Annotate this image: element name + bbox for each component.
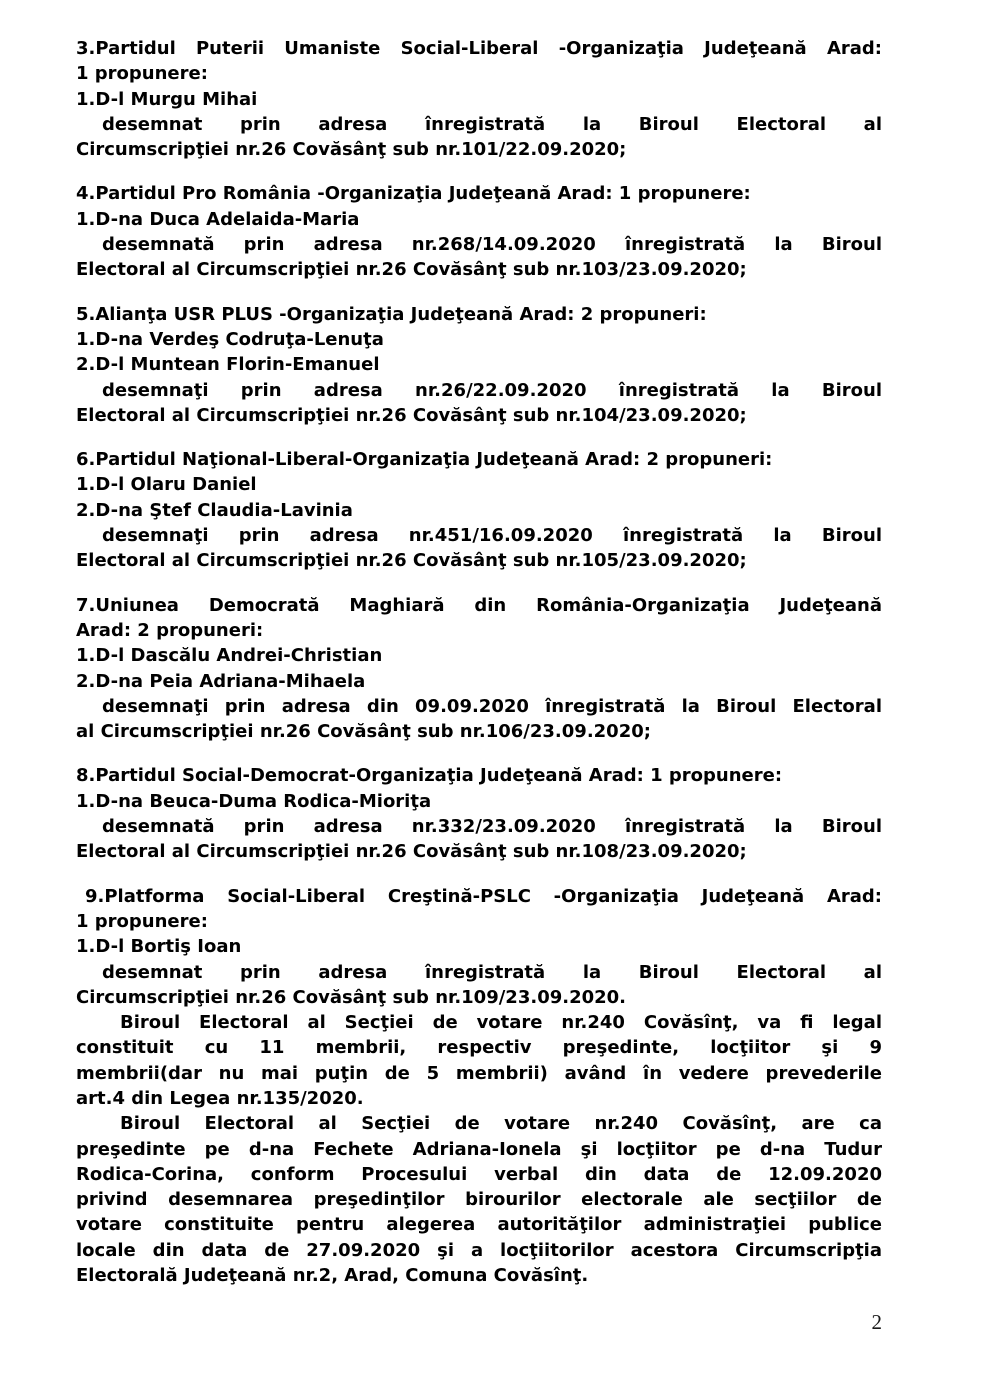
designation-line: desemnaţi prin adresa din 09.09.2020 înregistrată la Biroul Electoral (102, 695, 882, 717)
section-heading-line: 4.Partidul Pro România -Organizaţia Judeţeană Arad: 1 propunere: (76, 183, 751, 205)
paragraph-line: Electorală Judeţeană nr.2, Arad, Comuna Covăsînţ. (76, 1265, 589, 1287)
paragraph-line: locale din data de 27.09.2020 şi a locţiitorilor acestora Circumscripţia (76, 1239, 882, 1261)
member-line: 1.D-l Olaru Daniel (76, 474, 257, 496)
section-heading-line: 6.Partidul Naţional-Liberal-Organizaţia Judeţeană Arad: 2 propuneri: (76, 449, 773, 471)
designation-line: desemnată prin adresa nr.268/14.09.2020 înregistrată la Biroul (102, 234, 882, 256)
closing-paragraph-president (76, 1111, 882, 1288)
designation-line: Electoral al Circumscripţiei nr.26 Covăsânţ sub nr.103/23.09.2020; (76, 259, 747, 281)
section-party-9 (76, 884, 882, 1010)
section-party-6 (76, 447, 882, 573)
section-heading-line: 5.Alianţa USR PLUS -Organizaţia Judeţeană Arad: 2 propuneri: (76, 303, 707, 325)
member-line: 1.D-l Dascălu Andrei-Christian (76, 645, 383, 667)
member-line: 1.D-na Duca Adelaida-Maria (76, 208, 360, 230)
member-line: 2.D-l Muntean Florin-Emanuel (76, 354, 380, 376)
paragraph-line: Rodica-Corina, conform Procesului verbal din data de 12.09.2020 (76, 1163, 882, 1185)
paragraph-line: art.4 din Legea nr.135/2020. (76, 1087, 364, 1109)
member-line: 2.D-na Peia Adriana-Mihaela (76, 670, 366, 692)
section-heading-line: 8.Partidul Social-Democrat-Organizaţia Judeţeană Arad: 1 propunere: (76, 765, 783, 787)
document-body (76, 36, 882, 1288)
member-line: 1.D-na Beuca-Duma Rodica-Mioriţa (76, 790, 432, 812)
section-heading-line: 9.Platforma Social-Liberal Creştină-PSLC -Organizaţia Judeţeană Arad: (85, 885, 882, 907)
designation-line: desemnat prin adresa înregistrată la Biroul Electoral al (102, 113, 882, 135)
designation-line: desemnaţi prin adresa nr.26/22.09.2020 înregistrată la Biroul (102, 379, 882, 401)
section-heading-line: 1 propunere: (76, 63, 208, 85)
section-party-3 (76, 36, 882, 162)
designation-line: Electoral al Circumscripţiei nr.26 Covăsânţ sub nr.105/23.09.2020; (76, 550, 747, 572)
member-line: 1.D-na Verdeş Codruţa-Lenuţa (76, 328, 384, 350)
section-heading-line: 3.Partidul Puterii Umaniste Social-Liberal -Organizaţia Judeţeană Arad: (76, 38, 882, 59)
section-heading-line: 7.Uniunea Democrată Maghiară din România-Organizaţia Judeţeană (76, 594, 882, 616)
paragraph-line: Biroul Electoral al Secţiei de votare nr.240 Covăsînţ, are ca (120, 1113, 882, 1135)
paragraph-line: votare constituite pentru alegerea autorităţilor administraţiei publice (76, 1214, 882, 1236)
designation-line: Electoral al Circumscripţiei nr.26 Covăsânţ sub nr.104/23.09.2020; (76, 404, 747, 426)
section-party-4 (76, 181, 882, 282)
member-line: 2.D-na Ştef Claudia-Lavinia (76, 499, 353, 521)
designation-line: al Circumscripţiei nr.26 Covăsânţ sub nr.106/23.09.2020; (76, 721, 651, 743)
designation-line: Circumscripţiei nr.26 Covăsânţ sub nr.109/23.09.2020. (76, 986, 627, 1008)
member-line: 1.D-l Murgu Mihai (76, 88, 258, 110)
paragraph-line: privind desemnarea preşedinţilor birourilor electorale ale secţiilor de (76, 1189, 882, 1211)
paragraph-line: constituit cu 11 membrii, respectiv preşedinte, locţiitor şi 9 (76, 1037, 882, 1059)
paragraph-line: Biroul Electoral al Secţiei de votare nr.240 Covăsînţ, va fi legal (120, 1012, 882, 1034)
section-party-5 (76, 302, 882, 428)
designation-line: desemnat prin adresa înregistrată la Biroul Electoral al (102, 961, 882, 983)
page-number: 2 (871, 1310, 882, 1334)
designation-line: desemnaţi prin adresa nr.451/16.09.2020 înregistrată la Biroul (102, 525, 882, 547)
section-party-8 (76, 763, 882, 864)
paragraph-line: membrii(dar nu mai puţin de 5 membrii) având în vedere prevederile (76, 1062, 882, 1084)
paragraph-line: preşedinte pe d-na Fechete Adriana-Ionela şi locţiitor pe d-na Tudur (76, 1138, 882, 1160)
section-heading-line: 1 propunere: (76, 910, 208, 932)
designation-line: desemnată prin adresa nr.332/23.09.2020 înregistrată la Biroul (102, 816, 882, 838)
designation-line: Electoral al Circumscripţiei nr.26 Covăsânţ sub nr.108/23.09.2020; (76, 841, 747, 863)
member-line: 1.D-l Bortiş Ioan (76, 936, 242, 958)
section-party-7 (76, 593, 882, 745)
designation-line: Circumscripţiei nr.26 Covăsânţ sub nr.101/22.09.2020; (76, 139, 627, 161)
section-heading-line: Arad: 2 propuneri: (76, 619, 264, 641)
closing-paragraph-constitution (76, 1010, 882, 1111)
